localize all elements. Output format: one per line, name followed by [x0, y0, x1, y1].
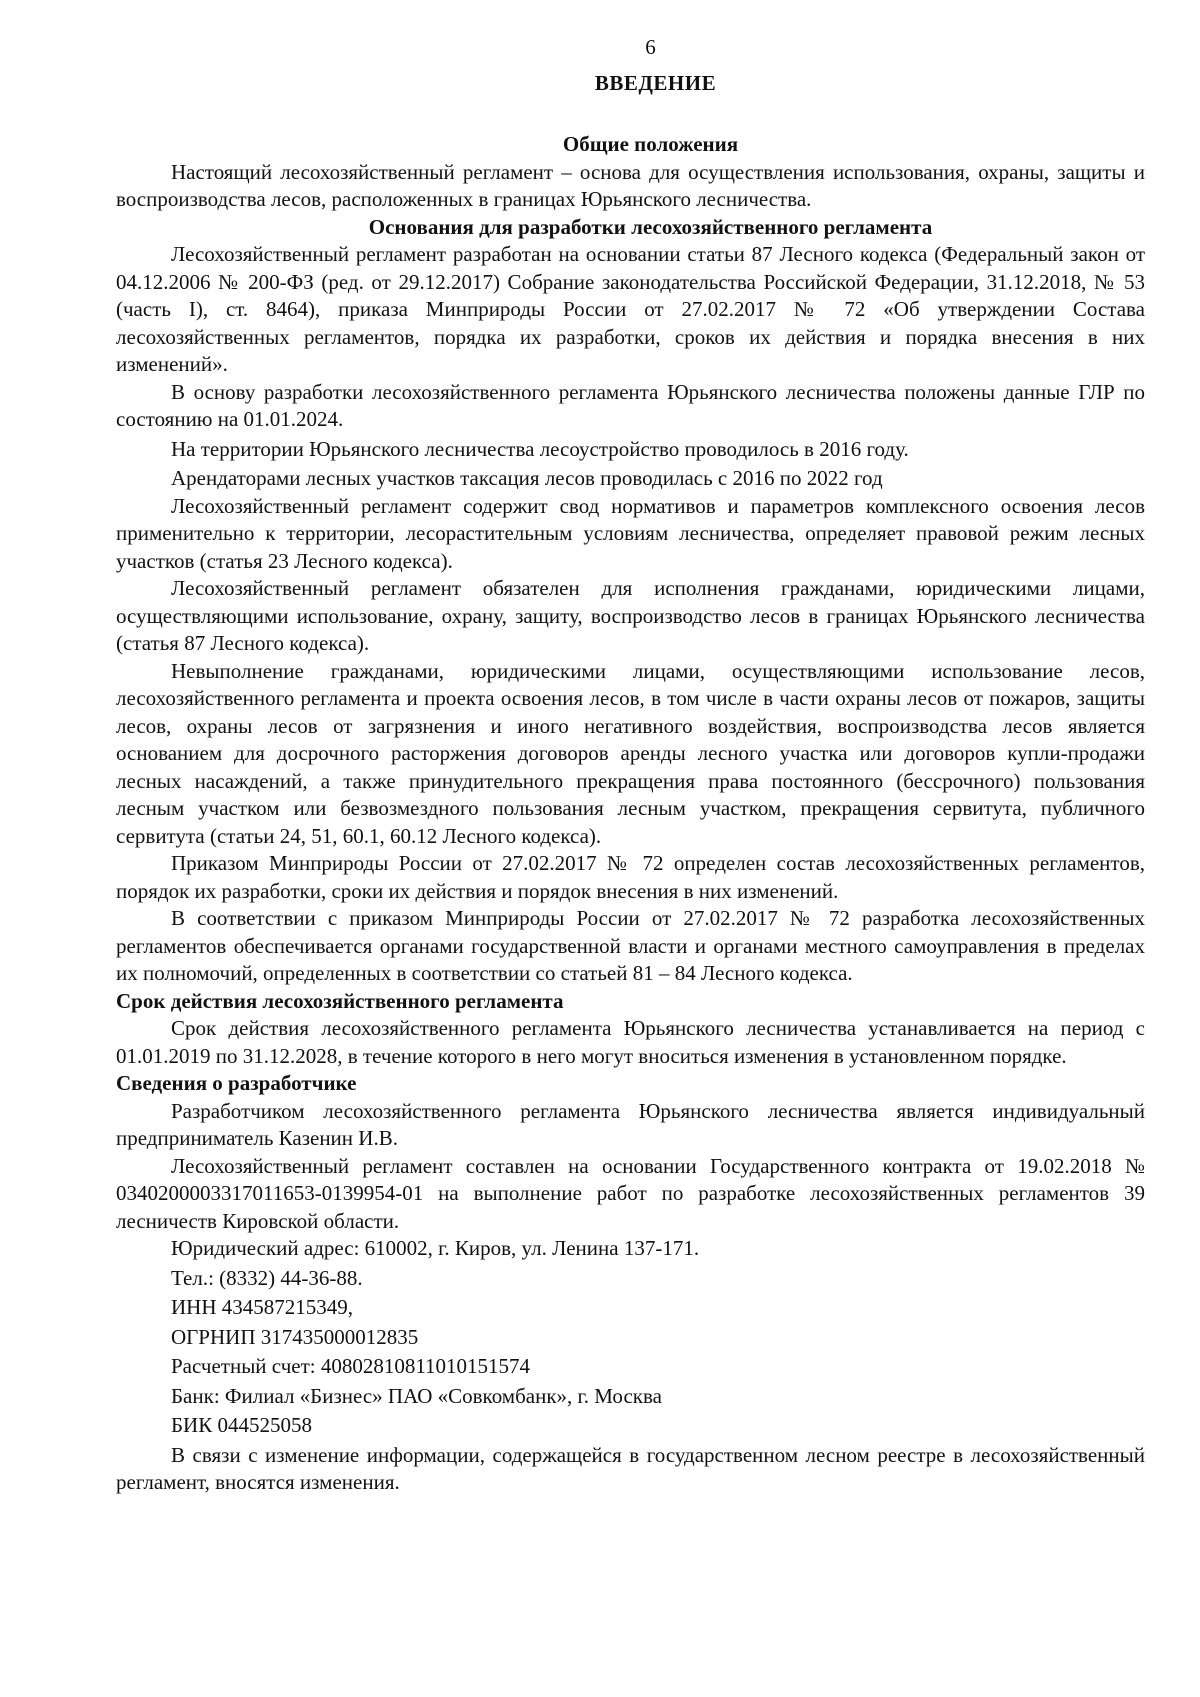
paragraph: В основу разработки лесохозяйственного регламента Юрьянского лесничества положены данные ГЛР по состоянию на 01.01.2024.: [116, 379, 1145, 431]
detail-line: Банк: Филиал «Бизнес» ПАО «Совкомбанк», г. Москва: [171, 1383, 662, 1408]
paragraph: На территории Юрьянского лесничества лесоустройство проводилось в 2016 году.: [171, 436, 909, 461]
detail-line: Тел.: (8332) 44-36-88.: [171, 1265, 363, 1290]
paragraph: Разработчиком лесохозяйственного регламента Юрьянского лесничества является индивидуальный предприниматель Казенин И.В.: [116, 1098, 1145, 1150]
section-heading-developer: Сведения о разработчике: [116, 1071, 357, 1095]
page-number: 6: [645, 35, 656, 59]
detail-line: ИНН 434587215349,: [171, 1295, 353, 1319]
detail-line: БИК 044525058: [171, 1413, 312, 1437]
paragraph: Лесохозяйственный регламент содержит свод нормативов и параметров комплексного освоения лесов применительно к территории, лесорастительным условиям лесничества, определяет правовой режим лесных участков (статья 23 Лесного кодекса).: [116, 493, 1145, 573]
paragraph: В соответствии с приказом Минприроды России от 27.02.2017 № 72 разработка лесохозяйственных регламентов обеспечивается органами государственной власти и органами местного самоуправления в пределах их полномочий, определенных в соответствии со статьей 81 – 84 Лесного кодекса.: [116, 906, 1145, 985]
paragraph: Лесохозяйственный регламент обязателен для исполнения гражданами, юридическими лицами, осуществляющими использование, охрану, защиту, воспроизводство лесов в границах Юрьянского лесничества (статья 87 Лесного кодекса).: [116, 576, 1145, 655]
paragraph: Лесохозяйственный регламент разработан на основании статьи 87 Лесного кодекса (Федеральный закон от 04.12.2006 № 200-ФЗ (ред. от 29.12.2017) Собрание законодательства Российской Федерации, 31.12.2018, № 53 (часть I), ст. 8464), приказа Минприроды России от 27.02.2017 № 72 «Об утверждении Состава лесохозяйственных регламентов, порядка их разработки, сроков их действия и порядка внесения в них изменений».: [116, 242, 1145, 376]
section-heading-general: Общие положения: [562, 132, 739, 156]
paragraph: Арендаторами лесных участков таксация лесов проводилась с 2016 по 2022 год: [171, 466, 883, 490]
paragraph: Срок действия лесохозяйственного регламента Юрьянского лесничества устанавливается на период с 01.01.2019 по 31.12.2028, в течение которого в него могут вноситься изменения в установленном порядке.: [116, 1016, 1145, 1068]
detail-line: ОГРНИП 317435000012835: [171, 1324, 419, 1349]
section-heading-grounds: Основания для разработки лесохозяйственного регламента: [368, 214, 933, 239]
paragraph: Приказом Минприроды России от 27.02.2017 № 72 определен состав лесохозяйственных регламентов, порядок их разработки, сроки их действия и порядок внесения в них изменений.: [116, 851, 1145, 903]
detail-line: Расчетный счет: 40802810811010151574: [171, 1354, 531, 1378]
developer-details: [116, 1235, 1145, 1440]
paragraph: Невыполнение гражданами, юридическими лицами, осуществляющими использование лесов, лесохозяйственного регламента и проекта освоения лесов, в том числе в части охраны лесов от пожаров, защиты лесов, охраны лесов от загрязнения и иного негативного воздействия, воспроизводства лесов является основанием для досрочного расторжения договоров аренды лесного участка или договоров купли-продажи лесных насаждений, а также принудительного прекращения права постоянного (бессрочного) пользования лесным участком или безвозмездного пользования лесным участком, прекращения сервитута, публичного сервитута (статьи 24, 51, 60.1, 60.12 Лесного кодекса).: [116, 658, 1145, 848]
paragraph: Лесохозяйственный регламент составлен на основании Государственного контракта от 19.02.2018 № 0340200003317011653-0139954-01 на выполнение работ по разработке лесохозяйственных регламентов 39 лесничеств Кировской области.: [116, 1153, 1145, 1233]
section-heading-term: Срок действия лесохозяйственного регламента: [116, 988, 564, 1013]
detail-line: Юридический адрес: 610002, г. Киров, ул. Ленина 137-171.: [171, 1236, 700, 1260]
page-title: ВВЕДЕНИЕ: [594, 70, 717, 95]
paragraph: В связи с изменение информации, содержащейся в государственном лесном реестре в лесохозяйственный регламент, вносятся изменения.: [116, 1442, 1145, 1494]
paragraph: Настоящий лесохозяйственный регламент – основа для осуществления использования, охраны, защиты и воспроизводства лесов, расположенных в границах Юрьянского лесничества.: [116, 159, 1145, 211]
